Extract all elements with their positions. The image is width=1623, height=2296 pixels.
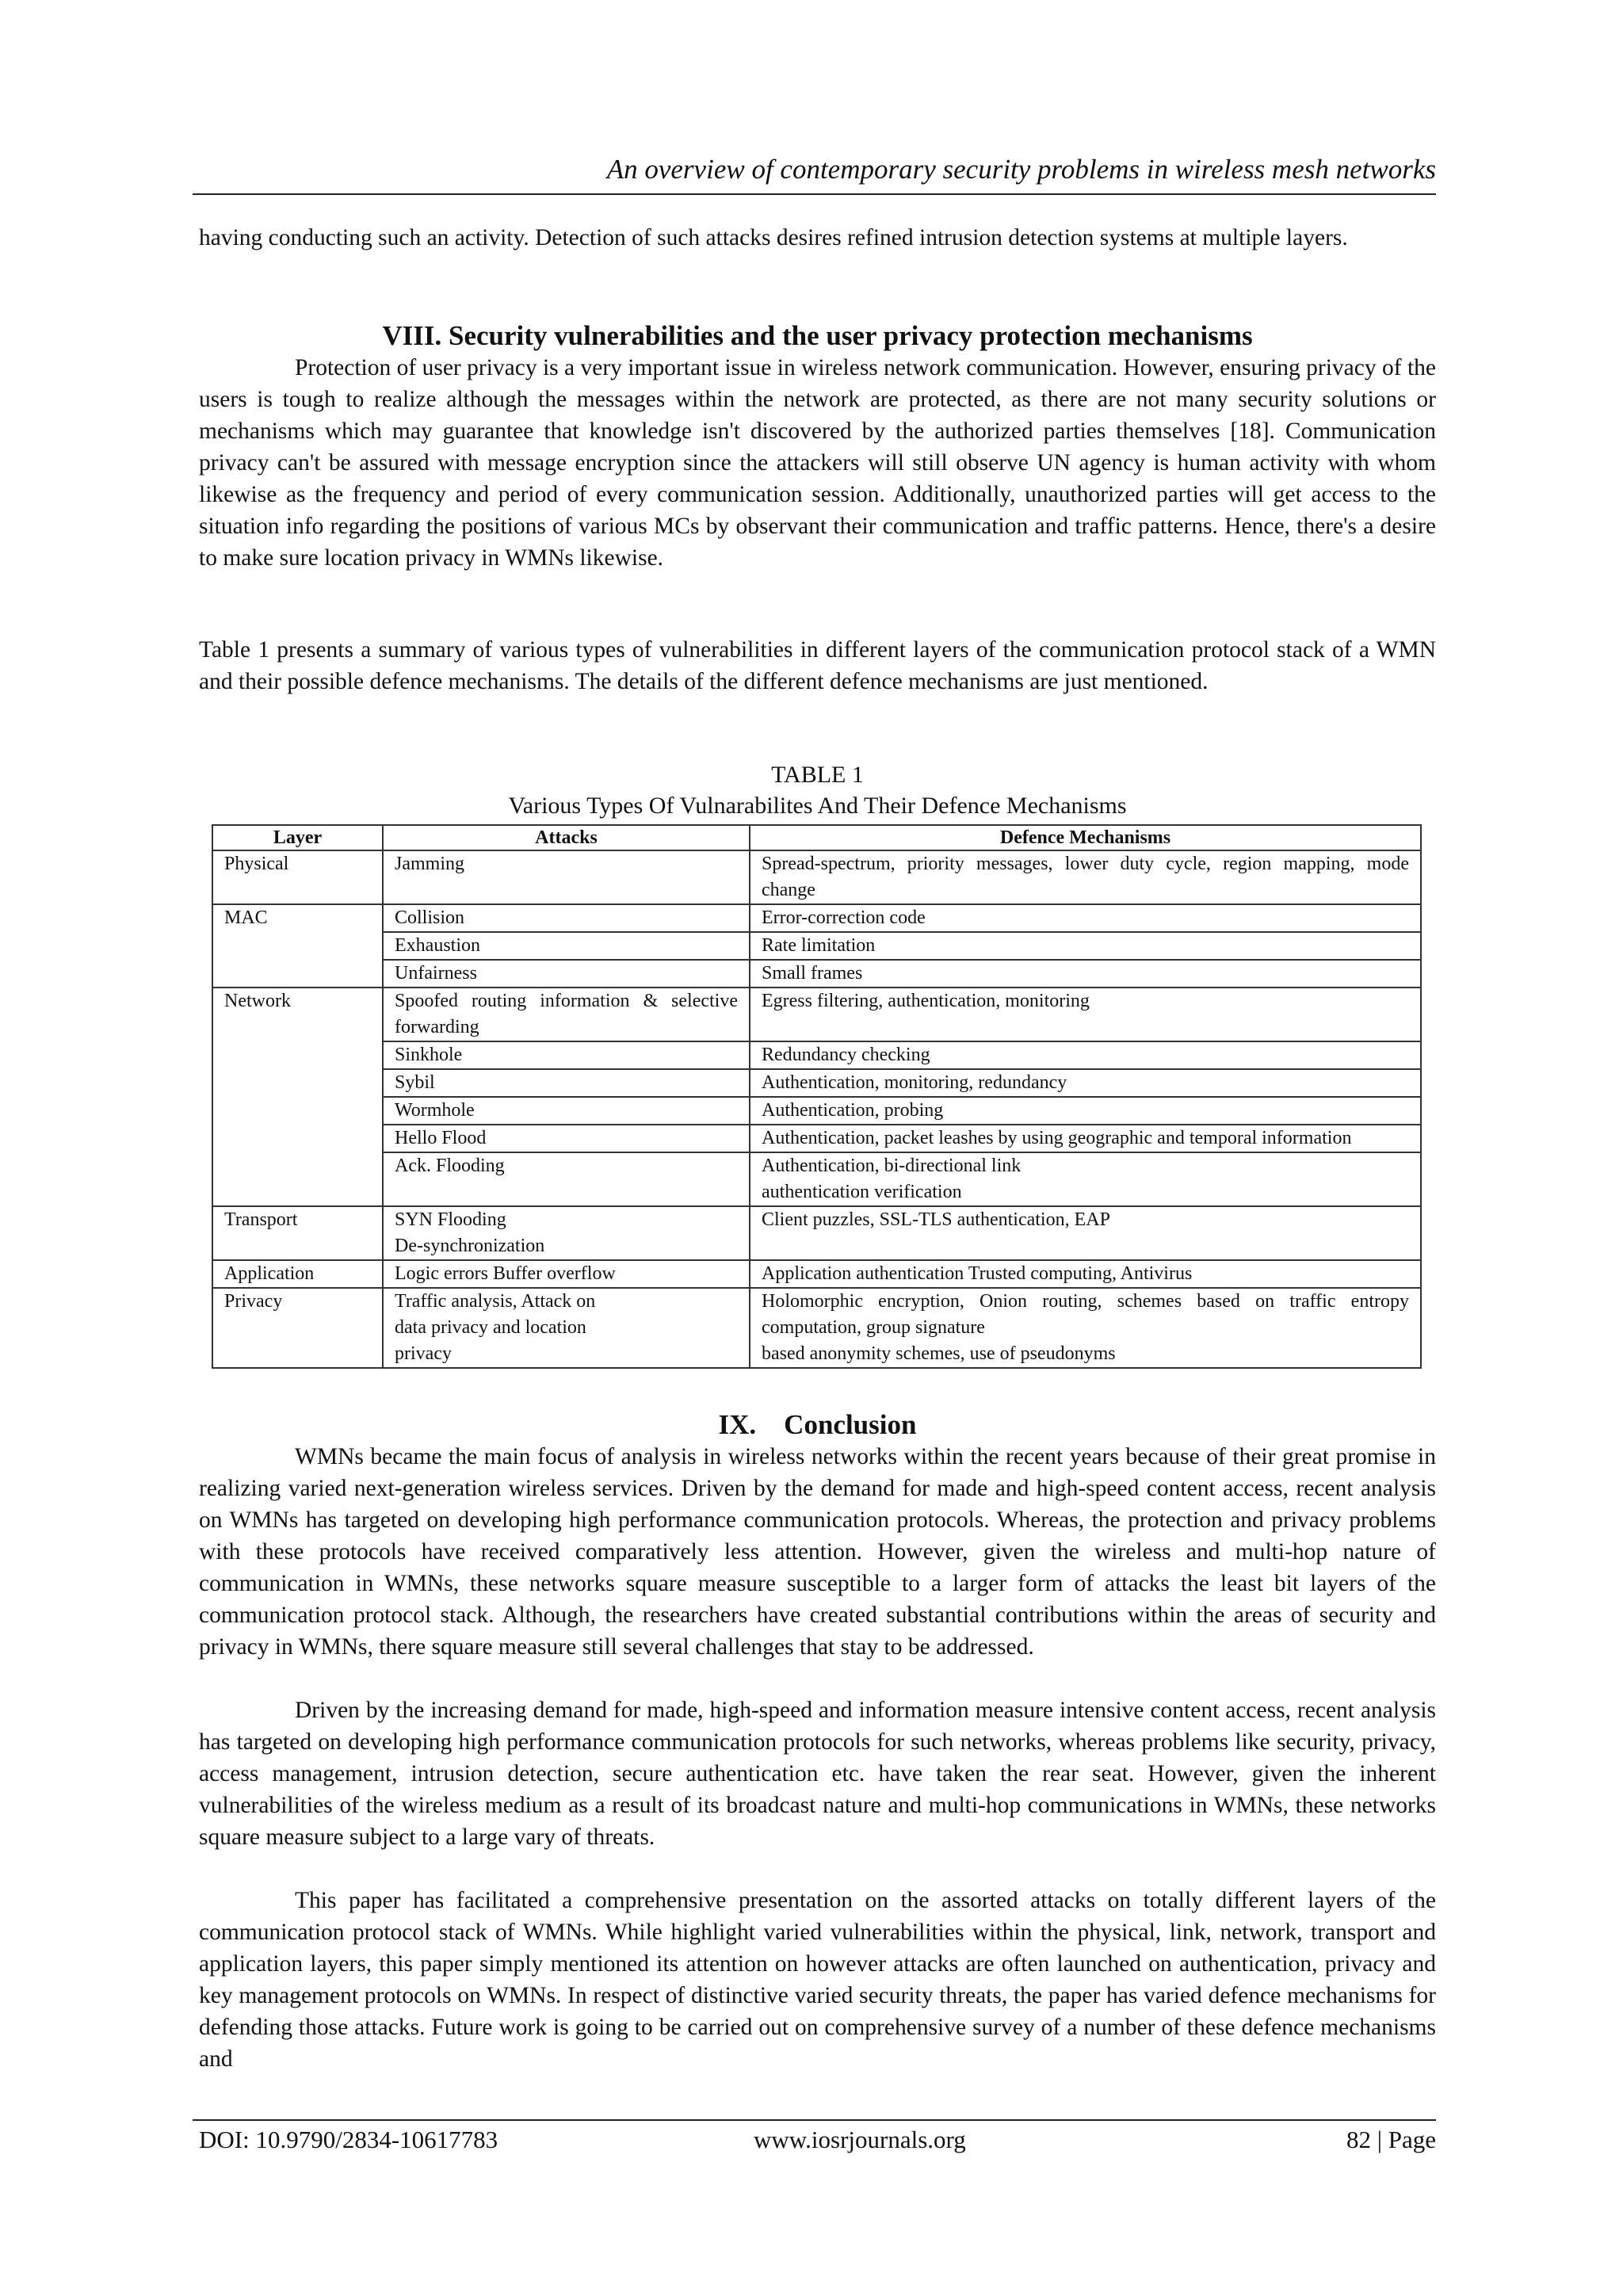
section-9-heading: IX. Conclusion	[718, 1409, 917, 1440]
layer-cell	[212, 932, 383, 960]
section-8-paragraph-1: Protection of user privacy is a very important issue in wireless network communication. However, ensuring privacy of the users is tough to realize although the messages within the network are protected, as there are not many security solutions or mechanisms which may guarantee that knowledge isn't discovered by the authorized parties themselves [18]. Communication privacy can't be assured with message encryption since the attackers will still observe UN agency is human activity with whom likewise as the frequency and period of every communication session. Additionally, unauthorized parties will get access to the situation info regarding the positions of various MCs by observant their communication and traffic patterns. Hence, there's a desire to make sure location privacy in WMNs likewise.	[199, 355, 1436, 571]
table-title: Various Types Of Vulnarabilites And Their Defence Mechanisms	[508, 793, 1127, 819]
attack-cell	[383, 1152, 750, 1206]
table-row	[212, 1125, 1421, 1152]
attack-line: De-synchronization	[395, 1236, 545, 1256]
layer-cell	[212, 960, 383, 988]
defence-line: Holomorphic encryption, Onion routing, schemes based on traffic entropy computation, group signature	[762, 1291, 1409, 1338]
defence-line: Authentication, bi-directional link	[762, 1156, 1022, 1176]
section-9-paragraph-2: Driven by the increasing demand for made, high-speed and information measure intensive content access, recent analysis has targeted on developing high performance communication protocols for such networks, whereas problems like security, privacy, access management, intrusion detection, secure authentication etc. have taken the rear seat. However, given the inherent vulnerabilities of the wireless medium as a result of its broadcast nature and multi-hop communications in WMNs, these networks square measure subject to a large vary of threats.	[199, 1698, 1436, 1850]
section-8-heading: VIII. Security vulnerabilities and the user privacy protection mechanisms	[382, 320, 1253, 351]
layer-cell	[212, 1041, 383, 1069]
table-row	[212, 1097, 1421, 1125]
table-row	[212, 932, 1421, 960]
attack-line: Traffic analysis, Attack on	[395, 1291, 596, 1312]
attack-line: data privacy and location	[395, 1317, 586, 1338]
header-layer: Layer	[212, 825, 383, 850]
layer-cell: Transport	[212, 1206, 383, 1260]
vulnerability-table	[212, 824, 1422, 1369]
attack-cell: Wormhole	[383, 1097, 750, 1125]
defence-cell: Egress filtering, authentication, monitoring	[750, 988, 1421, 1041]
attack-line: SYN Flooding	[395, 1209, 506, 1230]
running-header: An overview of contemporary security problems in wireless mesh networks	[606, 154, 1436, 185]
header-defence: Defence Mechanisms	[750, 825, 1421, 850]
table-row	[212, 988, 1421, 1041]
header-divider	[193, 193, 1436, 195]
defence-cell: Redundancy checking	[750, 1041, 1421, 1069]
defence-cell: Authentication, packet leashes by using geographic and temporal information	[750, 1125, 1421, 1152]
defence-cell: Error-correction code	[750, 904, 1421, 932]
layer-cell	[212, 1152, 383, 1206]
defence-cell	[750, 1288, 1421, 1368]
footer-doi: DOI: 10.9790/2834-10617783	[199, 2126, 498, 2153]
section-9-paragraph-1: WMNs became the main focus of analysis in wireless networks within the recent years because of their great promise in realizing varied next-generation wireless services. Driven by the demand for made and high-speed content access, recent analysis on WMNs has targeted on developing high performance communication protocols. Whereas, the protection and privacy problems with these protocols have received comparatively less attention. However, given the wireless and multi-hop nature of communication in WMNs, these networks square measure susceptible to a larger form of attacks the least bit layers of the communication protocol stack. Although, the researchers have created substantial contributions within the areas of security and privacy in WMNs, there square measure still several challenges that stay to be addressed.	[199, 1444, 1436, 1660]
defence-cell	[750, 1152, 1421, 1206]
attack-cell: Unfairness	[383, 960, 750, 988]
defence-cell: Spread-spectrum, priority messages, lower duty cycle, region mapping, mode change	[750, 850, 1421, 904]
table-row	[212, 1041, 1421, 1069]
attack-cell: Spoofed routing information & selective forwarding	[383, 988, 750, 1041]
attack-cell: Sinkhole	[383, 1041, 750, 1069]
attack-cell: Collision	[383, 904, 750, 932]
attack-cell: Logic errors Buffer overflow	[383, 1260, 750, 1288]
table-row	[212, 850, 1421, 904]
table-row	[212, 1069, 1421, 1097]
layer-cell: Application	[212, 1260, 383, 1288]
table-row	[212, 960, 1421, 988]
footer-page-number: 82 | Page	[1346, 2126, 1436, 2153]
attack-line: privacy	[395, 1343, 452, 1364]
defence-cell: Client puzzles, SSL-TLS authentication, EAP	[750, 1206, 1421, 1260]
defence-cell: Small frames	[750, 960, 1421, 988]
attack-cell: Hello Flood	[383, 1125, 750, 1152]
footer-divider	[193, 2119, 1436, 2121]
defence-line: authentication verification	[762, 1182, 962, 1202]
layer-cell	[212, 1069, 383, 1097]
layer-cell: MAC	[212, 904, 383, 932]
table-row	[212, 1260, 1421, 1288]
layer-cell	[212, 1125, 383, 1152]
header-attacks: Attacks	[383, 825, 750, 850]
layer-cell: Physical	[212, 850, 383, 904]
table-row	[212, 1288, 1421, 1368]
table-header-row	[212, 825, 1421, 850]
layer-cell	[212, 1097, 383, 1125]
attack-cell: Jamming	[383, 850, 750, 904]
attack-cell: Exhaustion	[383, 932, 750, 960]
table-row	[212, 1206, 1421, 1260]
table-row	[212, 904, 1421, 932]
layer-cell: Privacy	[212, 1288, 383, 1368]
defence-line: based anonymity schemes, use of pseudonyms	[762, 1343, 1116, 1364]
defence-cell: Authentication, probing	[750, 1097, 1421, 1125]
intro-paragraph: having conducting such an activity. Detection of such attacks desires refined intrusion detection systems at multiple layers.	[199, 225, 1348, 250]
section-8-paragraph-2: Table 1 presents a summary of various types of vulnerabilities in different layers of the communication protocol stack of a WMN and their possible defence mechanisms. The details of the different defence mechanisms are just mentioned.	[199, 637, 1436, 694]
defence-cell: Rate limitation	[750, 932, 1421, 960]
layer-cell: Network	[212, 988, 383, 1041]
table-label: TABLE 1	[771, 762, 864, 788]
attack-cell	[383, 1206, 750, 1260]
table-row	[212, 1152, 1421, 1206]
attack-line: Ack. Flooding	[395, 1156, 505, 1176]
attack-cell	[383, 1288, 750, 1368]
defence-cell: Application authentication Trusted computing, Antivirus	[750, 1260, 1421, 1288]
defence-cell: Authentication, monitoring, redundancy	[750, 1069, 1421, 1097]
section-9-paragraph-3: This paper has facilitated a comprehensive presentation on the assorted attacks on totally different layers of the communication protocol stack of WMNs. While highlight varied vulnerabilities within the physical, link, network, transport and application layers, this paper simply mentioned its attention on however attacks are often launched on authentication, privacy and key management protocols on WMNs. In respect of distinctive varied security threats, the paper has varied defence mechanisms for defending those attacks. Future work is going to be carried out on comprehensive survey of a number of these defence mechanisms and	[199, 1888, 1436, 2072]
attack-cell: Sybil	[383, 1069, 750, 1097]
footer-website: www.iosrjournals.org	[754, 2126, 966, 2153]
